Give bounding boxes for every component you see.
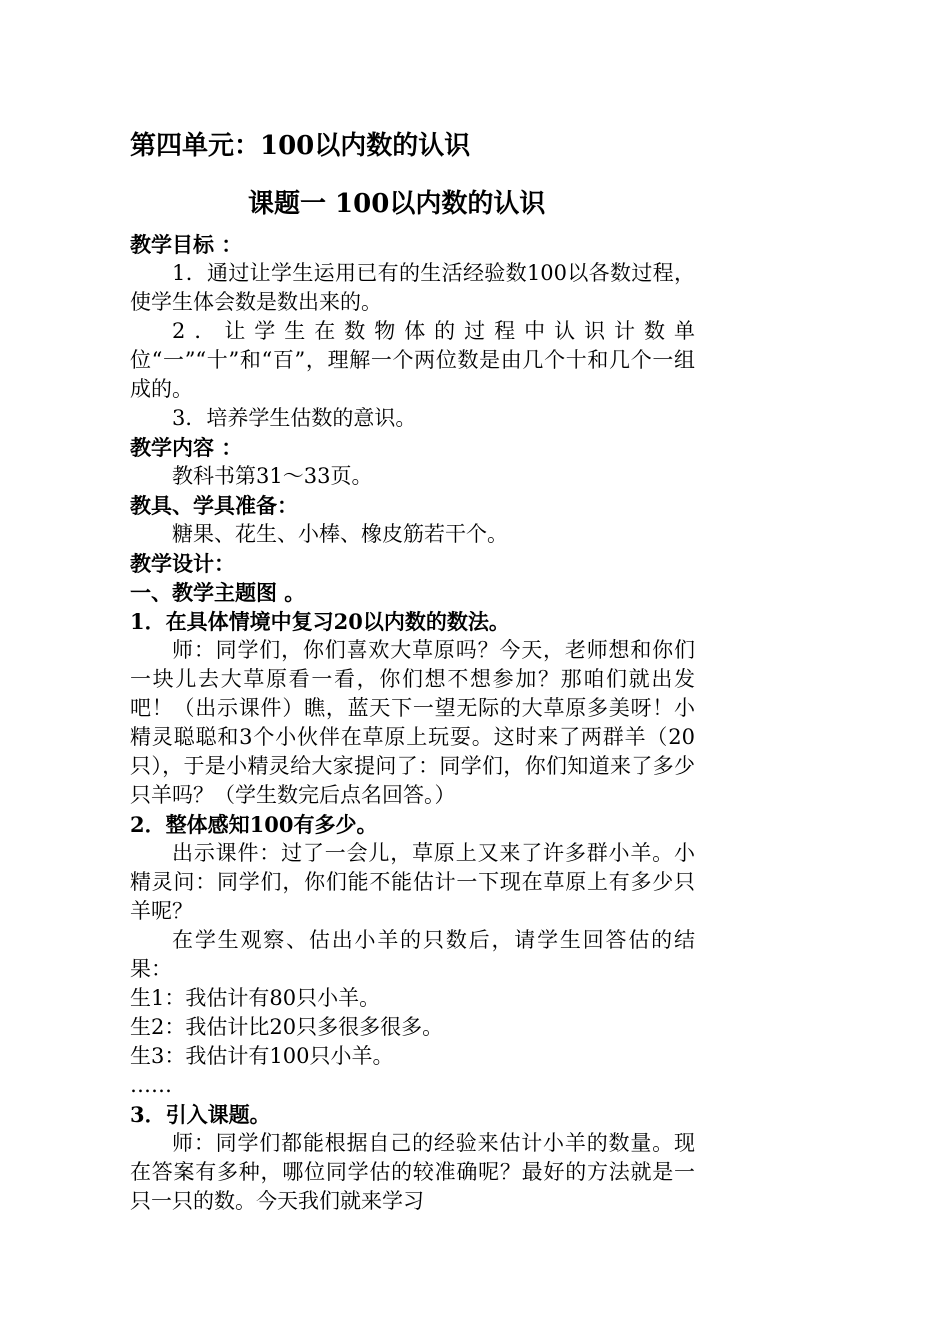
design-heading: 教学设计： — [130, 551, 235, 576]
objective-item-2: 2．让学生在数物体的过程中认识计数单位“一”“十”和“百”，理解一个两位数是由几个十和几个一组成的。 — [130, 319, 695, 401]
step2-heading: 2．整体感知100有多少。 — [130, 812, 378, 837]
content-text: 教科书第31～33页。 — [172, 464, 373, 488]
step1-text: 师：同学们，你们喜欢大草原吗？今天，老师想和你们一块儿去大草原看一看，你们想不想参加？那咱们就出发吧！（出示课件）瞧，蓝天下一望无际的大草原多美呀！小精灵聪聪和3个小伙伴在草原上玩耍。这时来了两群羊（20只），于是小精灵给大家提问了：同学们，你们知道来了多少只羊吗？（学生数完后点名回答。） — [130, 638, 695, 807]
step1-heading: 1．在具体情境中复习20以内数的数法。 — [130, 609, 510, 634]
unit-title: 第四单元：100以内数的认识 — [130, 131, 471, 161]
section1-heading: 一、教学主题图 。 — [130, 580, 306, 605]
content-heading: 教学内容 ： — [130, 435, 243, 460]
step3-text: 师：同学们都能根据自己的经验来估计小羊的数量。现在答案有多种，哪位同学估的较准确呢？最好的方法就是一只一只的数。今天我们就来学习 — [130, 1131, 695, 1213]
document-page — [130, 128, 695, 1216]
tools-text: 糖果、花生、小棒、橡皮筋若干个。 — [172, 522, 508, 546]
step2-text-2: 在学生观察、估出小羊的只数后，请学生回答估的结果： — [130, 928, 695, 981]
ellipsis: …… — [130, 1073, 172, 1097]
tools-heading: 教具、学具准备： — [130, 493, 298, 518]
objective-item-1: 1．通过让学生运用已有的生活经验数100以各数过程，使学生体会数是数出来的。 — [130, 261, 695, 314]
student-answer-3: 生3：我估计有100只小羊。 — [130, 1044, 394, 1068]
step2-text-1: 出示课件：过了一会儿，草原上又来了许多群小羊。小精灵问：同学们，你们能不能估计一下现在草原上有多少只羊呢？ — [130, 841, 695, 923]
objectives-heading: 教学目标 ： — [130, 232, 243, 257]
student-answer-2: 生2：我估计比20只多很多很多。 — [130, 1015, 444, 1039]
objective-item-3: 3．培养学生估数的意识。 — [172, 406, 417, 430]
lesson-title: 课题一 100以内数的认识 — [248, 189, 546, 219]
student-answer-1: 生1：我估计有80只小羊。 — [130, 986, 381, 1010]
step3-heading: 3．引入课题。 — [130, 1102, 271, 1127]
